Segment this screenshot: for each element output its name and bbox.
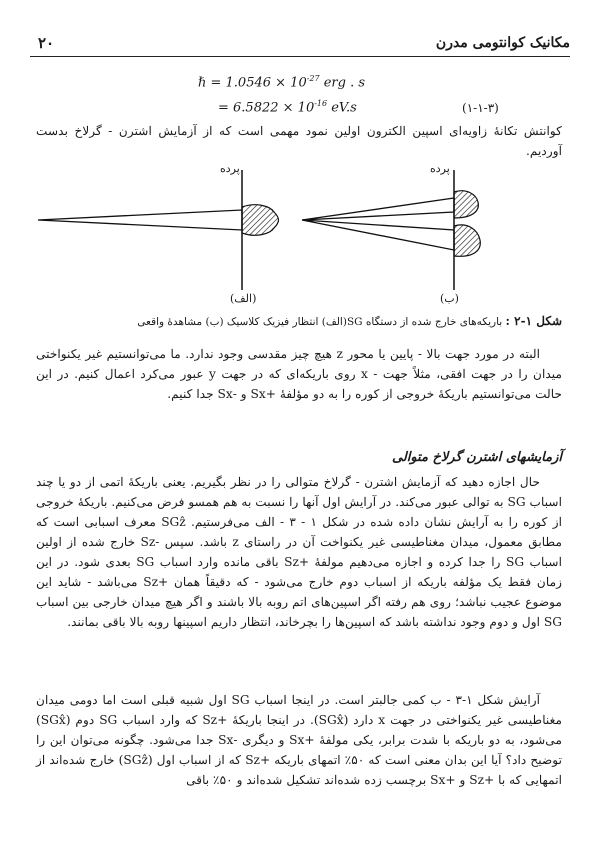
- equation-2-unit: eV.s: [327, 100, 357, 116]
- paragraph-2: البته در مورد جهت بالا - پایین یا محور z هیچ چیز مقدسی وجود ندارد. ما می‌توانستیم غیر یکنواختی میدان را در جهت افقی، مثلاً جهت - x روی باریکه‌ای که در جهت y عبور می‌کرد اعمال کنیم. در این حالت می‌توانستیم باریکهٔ خروجی از کوره را به دو مؤلفهٔ +Sx و -Sx جدا کنیم.: [36, 347, 562, 401]
- figure-label-a: (الف): [230, 292, 257, 305]
- paragraph-4: آرایش شکل ۱-۳ - ب کمی جالبتر است. در اینجا اسباب SG اول شبیه قبلی است اما دومی میدان مغناطیسی غیر یکنواختی در جهت x دارد (SGx̂). در اینجا باریکهٔ +Sz که وارد اسباب SG دوم (SGx̂) می‌شود، به دو باریکه با شدت برابر، یکی مولفهٔ +Sx و دیگری -Sx جدا می‌شود. چگونه می‌توان این را توضیح داد؟ آیا این بدان معنی است که ۵۰٪ اتمهای باریکه +Sz که از اسباب اول (SGẑ) خارج شده‌اند از اتمهایی که با +Sz و +Sx برچسب زده شده‌اند تشکیل شده‌اند و ۵۰٪ باقی: [36, 693, 563, 787]
- beam-up: [302, 198, 454, 220]
- equation-2-exponent: -16: [314, 99, 328, 108]
- equation-2-body: = 6.5822 × 10: [218, 100, 315, 116]
- beam-down: [302, 220, 454, 250]
- page-number: ۲۰: [38, 34, 55, 52]
- figure-drawing: [30, 160, 570, 310]
- figure-caption: [36, 314, 562, 328]
- figure-sg-beams: [30, 160, 570, 314]
- figure-label-b: (ب): [440, 292, 459, 305]
- equation-1-exponent: -27: [306, 74, 320, 83]
- beam-classical: [38, 210, 242, 230]
- section-heading: آزمایشهای اشترن گرلاخ متوالی: [391, 450, 562, 465]
- classical-intensity-profile: [242, 205, 279, 236]
- page-header: [30, 34, 570, 57]
- caption-number: شکل ۱-۲ :: [505, 314, 562, 328]
- peak-down-profile: [454, 225, 480, 256]
- intro-paragraph: کوانتش تکانهٔ زاویه‌ای اسپین الکترون اولین نمود مهمی است که از آزمایش اشترن - گرلاخ بدست آوردیم.: [36, 124, 562, 158]
- equation-line-1: [198, 74, 365, 90]
- running-title: مکانیک کوانتومی مدرن: [435, 35, 570, 51]
- screen-label-right: پرده: [430, 162, 450, 175]
- equation-number: (۱-۱-۳): [462, 101, 499, 115]
- caption-text: باریکه‌های خارج شده از دستگاه SG(الف) انتظار فیزیک کلاسیک (ب) مشاهدهٔ واقعی: [137, 316, 503, 328]
- equation-line-2: [218, 99, 357, 115]
- peak-up-profile: [454, 191, 478, 218]
- equation-1-body: ℏ = 1.0546 × 10: [198, 75, 307, 91]
- paragraph-3: حال اجازه دهید که آزمایش اشترن - گرلاخ متوالی را در نظر بگیریم. یعنی باریکهٔ اتمی از دو یا چند اسباب SG به توالی عبور می‌کند. در آرایش اول آنها را نسبت به هم همسو فرض می‌کنیم. باریکهٔ خروجی از کوره را به آرایش نشان داده شده در شکل ۱ - ۳ - الف می‌فرستیم. SGẑ معرف اسبابی است که مطابق معمول، میدان مغناطیسی غیر یکنواخت آن در راستای z باشد. سپس -Sz خارج شده از اولین اسباب SG را جدا کرده و اجازه می‌دهیم مولفهٔ +Sz باقی مانده وارد اسباب SG بعدی شود. در این زمان فقط یک مؤلفه باریکه از اسباب دوم خارج می‌شود - که دقیقاً همان +Sz می‌باشد - شاید این موضوع عجیب نباشد؛ روی هم رفته اگر اسپین‌های اتم روبه بالا باشند و اگر هیچ میدان خارجی بین اسباب SG اول و دوم وجود نداشته باشد که اسپین‌ها را بچرخاند، انتظار داریم اسپینها روبه بالا باقی بمانند.: [36, 475, 563, 629]
- screen-label-left: پرده: [220, 162, 240, 175]
- equation-1-unit: erg . s: [319, 75, 366, 91]
